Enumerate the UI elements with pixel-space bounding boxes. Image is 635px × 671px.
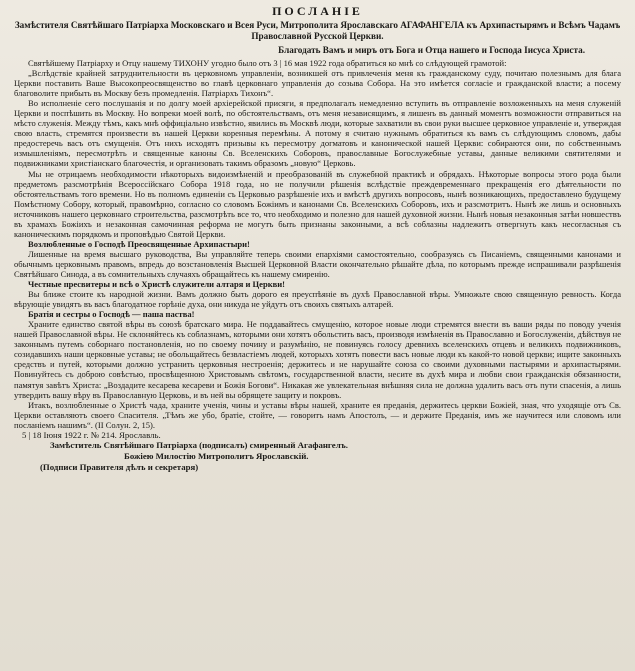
document-title: ПОСЛАНІЕ (272, 4, 363, 18)
paragraph-presbyters: Вы ближе стоите къ народной жизни. Вамъ должно быть дорого ея преуспѣяніе въ духѣ Православной вѣры. Умножьте свою священную ревность. Когда вѣрующіе увидятъ въ васъ благодатное горѣніе духа, они никуда не уйдутъ отъ своихъ святыхъ алтарей. (14, 289, 621, 310)
paragraph-quoted-letter: „Вслѣдствіе крайней затруднительности въ церковномъ управленіи, возникшей отъ привлеченія меня къ гражданскому суду, почитаю полезнымъ для блага Церкви поставить Ваше Высокопреосвященство во главѣ церковнаго управленія до созыва Собора. На это имѣется согласіе и гражданской власти; а посему благоволите прибыть въ Москву безъ промедленія. Патріархъ Тихонъ“. (14, 68, 621, 99)
paragraph-archpastors: Лишенные на время высшаго руководства, Вы управляйте теперь своими епархіями самостоятельно, сообразуясь съ Писаніемъ, священными канонами и обычнымъ церковнымъ правомъ, впредь до возстановленія Высшей Церковной Власти окончательно рѣшайте дѣла, по которымъ прежде испрашивали разрѣшенія Святѣйшаго Синода, а въ сомнительныхъ случаяхъ обращайтесь къ нашему смиренію. (14, 248, 621, 279)
paragraph-intro: Святѣйшему Патріарху и Отцу нашему ТИХОНУ угодно было отъ 3 | 16 мая 1922 года обратиться ко мнѣ со слѣдующей грамотой: (28, 58, 507, 68)
document-header: Замѣстителя Святѣйшаго Патріарха Московскаго и Всея Руси, Митрополита Ярославскаго АГАФАНГЕЛА къ Архипастырямъ и Всѣмъ Чадамъ Православной Русской Церкви. (14, 20, 621, 41)
paragraph-obedience: Во исполненіе сего послушанія и по долгу моей архіерейской присяги, я предполагалъ немедленно вступить въ отправленіе возложенныхъ на меня служеній Церкви и поспѣшить въ Москву. Но вопреки моей волѣ, по обстоятельствамъ, отъ меня независящимъ, я лишенъ въ данный моментъ возможности отправиться на мѣсто служенія. Между тѣмъ, какъ мнѣ оффиціально извѣстно, явились въ Москвѣ люди, которые захватили въ свои руки высшее церковное управленіе и, утверждая свою власть, стремятся произвести въ нашей Церкви коренныя перемѣны. А потому я считаю нужнымъ обратиться къ вамъ съ слѣдующимъ словомъ, дабы предостеречь васъ отъ смущенія. Отъ нихъ исходятъ призывы къ пересмотру догматовъ и канонической нашей Церкви: собираются они, по собственнымъ измышленіямъ, пересмотрѣть и священные каноны Св. Вселенскихъ Соборовъ, православные Богослужебные уставы, данные великими святителями и подвижниками христіанскаго благочестія, и организовать такимъ образомъ „новую“ Церковь. (14, 98, 621, 169)
paragraph-conclusion: Итакъ, возлюбленные о Христѣ чада, храните ученія, чины и уставы вѣры нашей, храните ея преданія, держитесь церкви Божіей, зная, что уходящіе отъ Св. Церкви оставляютъ своего Спасителя. „Тѣмъ же убо, братіе, стойте, — говоритъ намъ Апостолъ, — и держите Преданія, имъ же научитеся или словомъ или посланіемъ нашимъ“. (II Солун. 2, 15). (14, 399, 621, 430)
date-line: 5 | 18 Іюня 1922 г. № 214. Ярославль. (22, 429, 161, 440)
signature-title: Божіею Милостію Митрополитъ Ярославскій. (124, 450, 309, 461)
signature-note: (Подписи Правителя дѣлъ и секретаря) (40, 461, 199, 472)
address-flock: Братія и сестры о Господѣ — паша паства! (28, 309, 195, 320)
address-presbyters: Честные пресвитеры и всѣ о Христѣ служители алтаря и Церкви! (28, 279, 286, 290)
signature-line: Замѣститель Святѣйшаго Патріарха (подписалъ) смиренный Агафангелъ. (50, 440, 348, 451)
address-archpastors: Возлюбленные о Господѣ Преосвященные Архипастыри! (28, 238, 250, 249)
greeting-line: Благодать Вамъ и миръ отъ Бога и Отца нашего и Господа Іисуса Христа. (278, 45, 585, 55)
paragraph-reforms: Мы не отрицаемъ необходимости нѣкоторыхъ видоизмѣненій и преобразованій въ служебной практикѣ и обрядахъ. Нѣкоторые вопросы этого рода были предметомъ разсмотрѣнія Всероссійскаго Собора 1918 года, но не получили рѣшенія вслѣдствіе преждевременнаго прекращенія его дѣятельности по обстоятельствамъ того времени. Но въ полномъ единеніи съ Церковью разрѣшеніе ихъ и вмѣстѣ другихъ вопросовъ, нынѣ возникающихъ, предоставлено будущему Помѣстному Собору, который, правомѣрно, согласно со словомъ Божіимъ и канонами Св. Вселенскихъ Соборовъ, ихъ и разсмотритъ. Нынѣ же лишь и основныхъ источниковъ нашего церковнаго строительства, разсмотрѣть все то, что необходимо и полезно для нашей духовной жизни. Нынѣ новыя незаконныя затѣи новшествъ въ храмахъ Божіихъ и незаконная самочинная реформа не могутъ быть признаны законными, а всѣ соблазны надлежитъ отвергнуть какъ несогласныя съ каноническимъ порядкомъ и проповѣдью Святой Церкви. (14, 168, 621, 239)
paragraph-flock: Храните единство святой вѣры въ союзѣ братскаго мира. Не поддавайтесь смущенію, которое новые люди стремятся внести въ ваши ряды по поводу ученія нашей Православной вѣры. Не склоняйтесь къ соблазнамъ, которыми они хотятъ обольстить васъ, производя измѣненія въ Православно и Богослуженіи, дѣйствуя не законнымъ путемъ соборнаго постановленія, но по своему почину и разумѣнію, не повинуясь голосу древнихъ вселенскихъ отцевъ и великихъ подвижниковъ, созидавшихъ наши церковные уставы; не обольщайтесь безвластіемъ людей, которыхъ хотятъ повести васъ новые люди къ какой-то новой церкви; ищите законныхъ средствъ и путей, которыми должно устранить церковныя нестроенія; держитесь и не нарушайте союза со своими духовными пастырями и архипастырями. Повинуйтесь съ доброю совѣстью, просвѣщенною Христовымъ свѣтомъ, государственной власти, несите въ духѣ мира и любви свои гражданскія обязанности, памятуя завѣтъ Христа: „Воздадите кесарева кесареви и Божія Богови“. Никакая же увлекательная внѣшняя сила не должна удалить васъ отъ пути спасенія, а лишь утвердить вашу вѣру въ Православную Церковь, и въ ней вы обрящете защиту и покровъ. (14, 319, 621, 400)
